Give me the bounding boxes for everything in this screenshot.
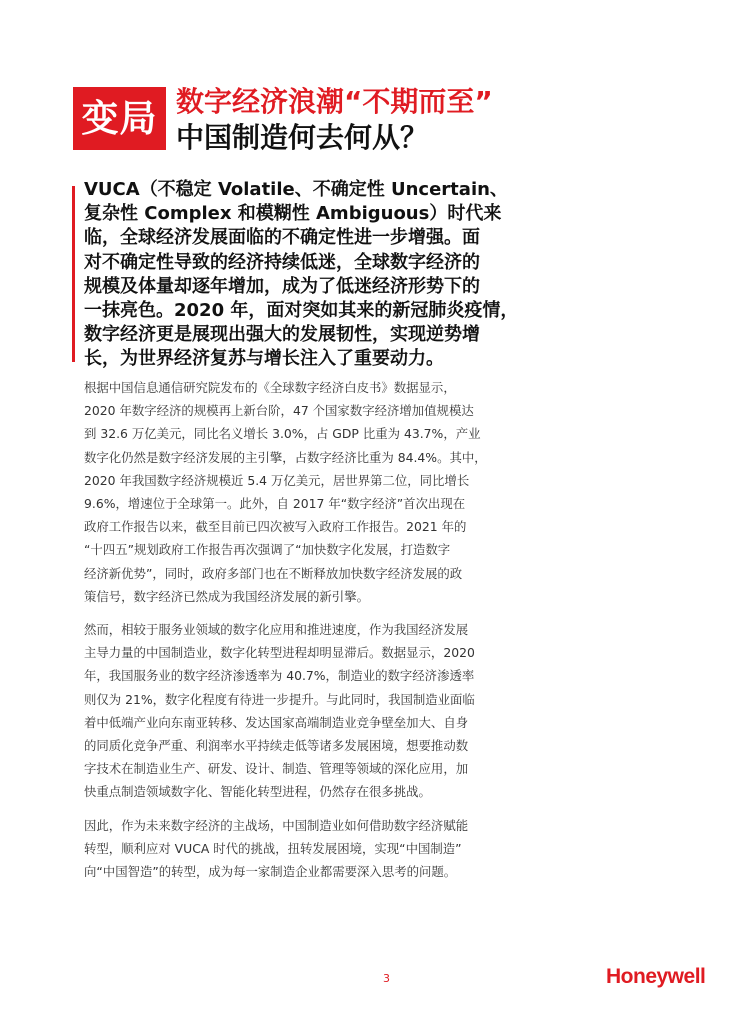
headline-line-2: 中国制造何去何从？ bbox=[176, 121, 429, 154]
lead-line: 对不确定性导致的经济持续低迷，全球数字经济的 bbox=[84, 251, 480, 273]
body-line: 转型，顺利应对 VUCA 时代的挑战，扭转发展困境，实现“中国制造” bbox=[84, 840, 462, 856]
lead-line: 数字经济更是展现出强大的发展韧性，实现逆势增 bbox=[84, 324, 480, 346]
body-line: 年，我国服务业的数字经济渗透率为 40.7%，制造业的数字经济渗透率 bbox=[84, 668, 475, 684]
body-line: 因此，作为未来数字经济的主战场，中国制造业如何借助数字经济赋能 bbox=[84, 817, 469, 833]
body-line: “十四五”规划政府工作报告再次强调了“加快数字化发展，打造数字 bbox=[84, 542, 451, 558]
body-line: 然而，相较于服务业领域的数字化应用和推进速度，作为我国经济发展 bbox=[84, 622, 469, 638]
body-line: 向“中国智造”的转型，成为每一家制造企业都需要深入思考的问题。 bbox=[84, 864, 457, 880]
page-number: 3 bbox=[383, 972, 390, 985]
body-line: 2020 年数字经济的规模再上新台阶，47 个国家数字经济增加值规模达 bbox=[84, 403, 474, 419]
lead-line: VUCA（不稳定 Volatile、不确定性 Uncertain、 bbox=[84, 179, 508, 200]
body-line: 到 32.6 万亿美元，同比名义增长 3.0%，占 GDP 比重为 43.7%，产业 bbox=[84, 426, 481, 442]
body-text bbox=[84, 376, 492, 893]
body-line: 字技术在制造业生产、研发、设计、制造、管理等领域的深化应用，加 bbox=[84, 761, 469, 777]
lead-line: 一抹亮色。2020 年，面对突如其来的新冠肺炎疫情， bbox=[84, 300, 519, 322]
body-line: 9.6%，增速位于全球第一。此外，自 2017 年“数字经济”首次出现在 bbox=[84, 496, 466, 512]
body-line: 政府工作报告以来，截至目前已四次被写入政府工作报告。2021 年的 bbox=[84, 519, 467, 535]
section-badge: 变局 bbox=[73, 87, 166, 150]
body-line: 的同质化竞争严重、利润率水平持续走低等诸多发展困境，想要推动数 bbox=[84, 738, 469, 754]
body-paragraph-2 bbox=[84, 618, 492, 804]
lead-line: 长，为世界经济复苏与增长注入了重要动力。 bbox=[84, 348, 444, 370]
body-line: 快重点制造领域数字化、智能化转型进程，仍然存在很多挑战。 bbox=[84, 784, 431, 800]
headline-line-1: 数字经济浪潮“不期而至” bbox=[176, 85, 493, 118]
honeywell-logo: Honeywell bbox=[606, 965, 706, 988]
body-line: 数字化仍然是数字经济发展的主引擎，占数字经济比重为 84.4%。其中， bbox=[84, 449, 487, 465]
body-line: 着中低端产业向东南亚转移、发达国家高端制造业竞争壁垒加大、自身 bbox=[84, 714, 469, 730]
body-line: 主导力量的中国制造业，数字化转型进程却明显滞后。数据显示，2020 bbox=[84, 645, 475, 661]
lead-line: 临，全球经济发展面临的不确定性进一步增强。面 bbox=[84, 227, 480, 249]
body-line: 经济新优势”，同时，政府多部门也在不断释放加快数字经济发展的政 bbox=[84, 565, 463, 581]
body-paragraph-1 bbox=[84, 376, 492, 608]
lead-paragraph bbox=[84, 178, 519, 372]
body-line: 2020 年我国数字经济规模近 5.4 万亿美元，居世界第二位，同比增长 bbox=[84, 472, 470, 488]
lead-line: 规模及体量却逐年增加，成为了低迷经济形势下的 bbox=[84, 275, 480, 297]
body-paragraph-3 bbox=[84, 814, 492, 884]
lead-line: 复杂性 Complex 和模糊性 Ambiguous）时代来 bbox=[84, 203, 502, 225]
body-line: 根据中国信息通信研究院发布的《全球数字经济白皮书》数据显示， bbox=[84, 380, 456, 395]
body-line: 策信号，数字经济已然成为我国经济发展的新引擎。 bbox=[84, 588, 369, 604]
lead-accent-bar bbox=[72, 186, 75, 362]
body-line: 则仅为 21%，数字化程度有待进一步提升。与此同时，我国制造业面临 bbox=[84, 691, 475, 707]
